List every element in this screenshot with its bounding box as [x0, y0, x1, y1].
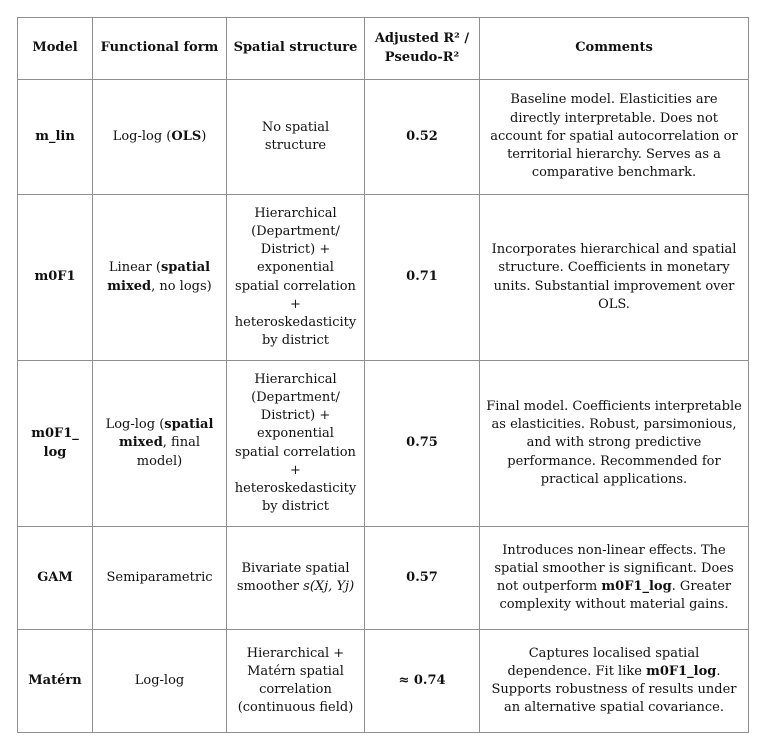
- model-name: m0F1: [18, 195, 93, 361]
- functional-form: Log-log (OLS): [93, 80, 227, 195]
- comments: Introduces non-linear effects. The spatial smoother is significant. Does not outperform m0F1_log. Greater complexity without material gains.: [480, 527, 749, 630]
- spatial-structure: Hierarchical (Department/ District) + exponential spatial correlation + heteroskedasticity by district: [227, 361, 365, 527]
- table-row: [18, 630, 749, 733]
- spatial-structure: Bivariate spatial smoother s(Xj, Yj): [227, 527, 365, 630]
- comments: Baseline model. Elasticities are directly interpretable. Does not account for spatial autocorrelation or territorial hierarchy. Serves as a comparative benchmark.: [480, 80, 749, 195]
- header-r2-line2: Pseudo-R²: [384, 49, 460, 65]
- table-row: [18, 361, 749, 527]
- table-row: [18, 195, 749, 361]
- r2-value: 0.52: [365, 80, 480, 195]
- spatial-structure: No spatial structure: [227, 80, 365, 195]
- header-r2-line1: Adjusted R² /: [374, 31, 470, 47]
- functional-form: Linear (spatial mixed, no logs): [93, 195, 227, 361]
- r2-value: 0.57: [365, 527, 480, 630]
- spatial-structure: Hierarchical + Matérn spatial correlation (continuous field): [227, 630, 365, 733]
- comments: Incorporates hierarchical and spatial structure. Coefficients in monetary units. Substantial improvement over OLS.: [480, 195, 749, 361]
- model-name: Matérn: [18, 630, 93, 733]
- header-spatial-structure: Spatial structure: [227, 18, 365, 80]
- model-name: GAM: [18, 527, 93, 630]
- header-r2: [365, 18, 480, 80]
- r2-value: 0.71: [365, 195, 480, 361]
- model-name: m0F1_ log: [18, 361, 93, 527]
- functional-form: Log-log (spatial mixed, final model): [93, 361, 227, 527]
- functional-form: Log-log: [93, 630, 227, 733]
- header-row: [18, 18, 749, 80]
- comments: Captures localised spatial dependence. Fit like m0F1_log. Supports robustness of results under an alternative spatial covariance.: [480, 630, 749, 733]
- header-comments: Comments: [480, 18, 749, 80]
- header-model: Model: [18, 18, 93, 80]
- model-name: m_lin: [18, 80, 93, 195]
- table-row: [18, 80, 749, 195]
- header-functional-form: Functional form: [93, 18, 227, 80]
- r2-value: 0.75: [365, 361, 480, 527]
- table-row: [18, 527, 749, 630]
- comments: Final model. Coefficients interpretable as elasticities. Robust, parsimonious, and with strong predictive performance. Recommended for practical applications.: [480, 361, 749, 527]
- r2-value: ≈ 0.74: [365, 630, 480, 733]
- spatial-structure: Hierarchical (Department/ District) + exponential spatial correlation + heteroskedasticity by district: [227, 195, 365, 361]
- functional-form: Semiparametric: [93, 527, 227, 630]
- model-comparison-table: [17, 17, 749, 733]
